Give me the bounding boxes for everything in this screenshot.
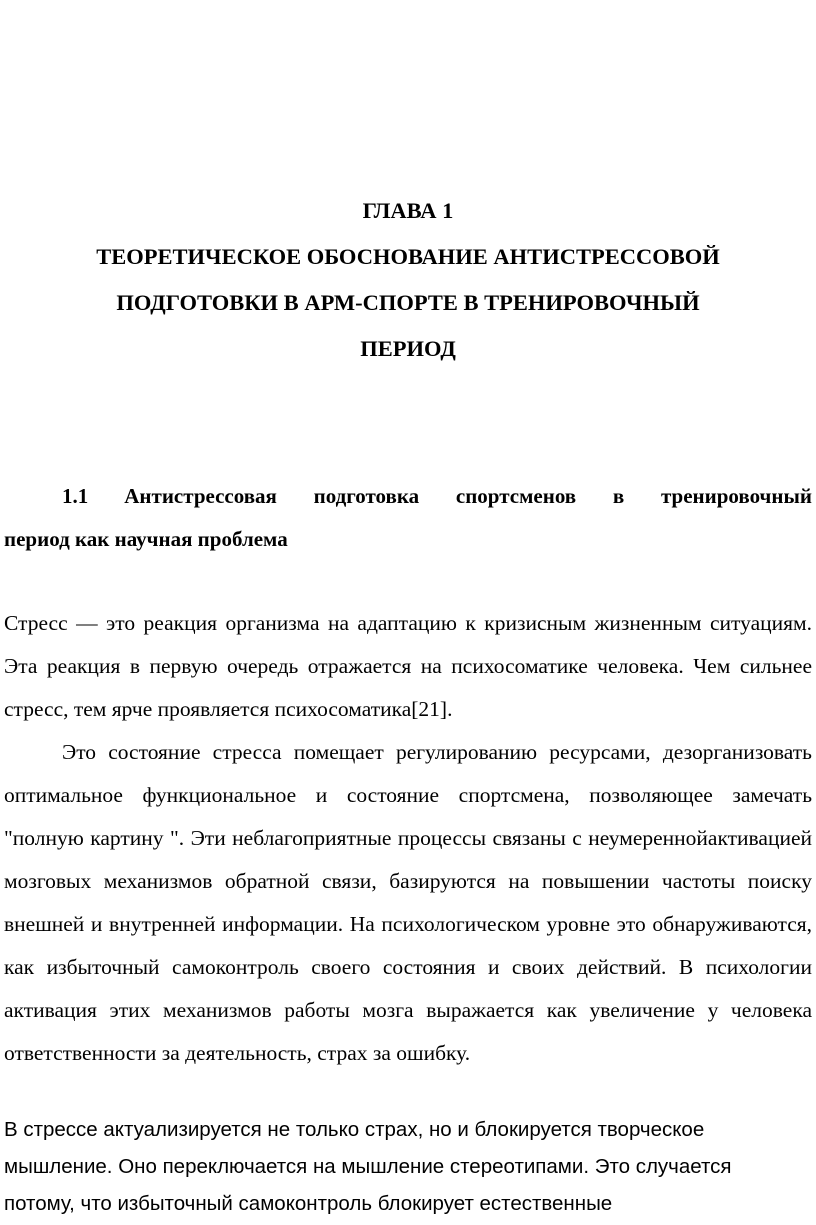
sans-line: В стрессе актуализируется не только страх, но и блокируется творческое bbox=[4, 1118, 705, 1141]
section-title-line-2: период как научная проблема bbox=[4, 527, 288, 551]
section-word: тренировочный bbox=[660, 484, 812, 508]
sans-text-block bbox=[4, 1111, 794, 1222]
section-heading bbox=[4, 475, 812, 561]
chapter-title-line-3: ПЕРИОД bbox=[360, 336, 456, 361]
chapter-title-line-1: ТЕОРЕТИЧЕСКОЕ ОБОСНОВАНИЕ АНТИСТРЕССОВОЙ bbox=[96, 244, 720, 269]
paragraph: Стресс — это реакция организма на адаптацию к кризисным жизненным ситуациям. Эта реакция в первую очередь отражается на психосоматике человека. Чем сильнее стресс, тем ярче проявляется психосоматика[21]. bbox=[4, 611, 812, 721]
section-word: подготовка bbox=[313, 484, 420, 508]
paragraph: Это состояние стресса помещает регулированию ресурсами, дезорганизовать оптимальное функциональное и состояние спортсмена, позволяющее замечать "полную картину ". Эти неблагоприятные процессы связаны с неумереннойактивацией мозговых механизмов обратной связи, базируются на повышении частоты поиску внешней и внутренней информации. На психологическом уровне это обнаруживаются, как избыточный самоконтроль своего состояния и своих действий. В психологии активация этих механизмов работы мозга выражается как увеличение у человека ответственности за деятельность, страх за ошибку. bbox=[4, 740, 812, 1065]
body-text bbox=[4, 602, 812, 1075]
section-title-line-1 bbox=[4, 475, 812, 518]
section-word: спортсменов bbox=[455, 484, 577, 508]
section-number: 1.1 bbox=[62, 484, 89, 508]
section-word: в bbox=[612, 484, 625, 508]
sans-line: потому, что избыточный самоконтроль блокирует естественные bbox=[4, 1192, 613, 1215]
chapter-title-line-2: ПОДГОТОВКИ В АРМ-СПОРТЕ В ТРЕНИРОВОЧНЫЙ bbox=[116, 290, 700, 315]
chapter-heading bbox=[0, 188, 816, 372]
section-word: Антистрессовая bbox=[124, 484, 277, 508]
sans-line: мышление. Оно переключается на мышление стереотипами. Это случается bbox=[4, 1155, 732, 1178]
chapter-label: ГЛАВА 1 bbox=[362, 198, 454, 223]
